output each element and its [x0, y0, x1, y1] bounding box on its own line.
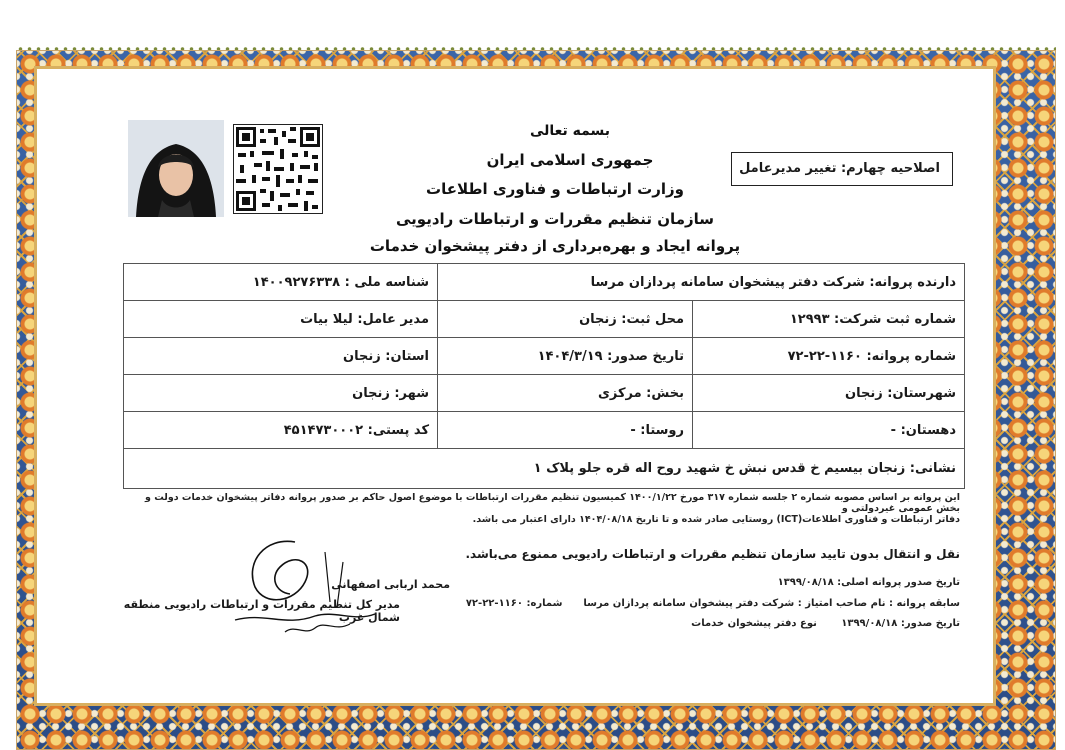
table-row: [124, 264, 965, 301]
license-no-cell: شماره پروانه: ۱۱۶۰-۲۲-۷۲: [693, 338, 965, 375]
organization-heading: سازمان تنظیم مقررات و ارتباطات رادیویی: [395, 210, 714, 228]
basmala-heading: بسمه تعالی: [529, 123, 611, 139]
signatory-title: مدیر کل تنظیم مقررات و ارتباطات رادیویی منطقه شمال غرب: [123, 598, 400, 624]
ceo-cell: مدیر عامل: لیلا بیات: [124, 301, 438, 338]
village-cell: روستا: -: [438, 412, 693, 449]
national-id-cell: شناسه ملی : ۱۴۰۰۹۲۷۶۳۳۸: [124, 264, 438, 301]
validity-paragraph-line1: این پروانه بر اساس مصوبه شماره ۲ جلسه شماره ۳۱۷ مورخ ۱۴۰۰/۱/۲۲ کمیسیون تنظیم مقررات ارتباطات با موضوع اصول حاکم بر صدور پروانه دفاتر پیشخوان خدمات دولت و بخش عمومی غیردولتی و: [145, 492, 960, 514]
table-row: [124, 449, 965, 489]
company-reg-no-cell: شماره ثبت شرکت: ۱۲۹۹۳: [693, 301, 965, 338]
reg-place-cell: محل ثبت: زنجان: [438, 301, 693, 338]
license-history: سابقه پروانه : نام صاحب امتیاز : شرکت دفتر پیشخوان سامانه پردازان مرسا شماره: ۱۱۶۰-۲۲-۷۲: [465, 598, 960, 609]
license-details-table: [123, 263, 965, 489]
table-row: [124, 338, 965, 375]
license-history-date: تاریخ صدور: ۱۳۹۹/۰۸/۱۸ نوع دفتر پیشخوان خدمات: [691, 618, 960, 629]
validity-paragraph-line2: دفاتر ارتباطات و فناوری اطلاعات(ICT) روستایی صادر شده و تا تاریخ ۱۴۰۴/۰۸/۱۸ دارای اعتبار می باشد.: [472, 514, 960, 525]
original-issue-date: تاریخ صدور پروانه اصلی: ۱۳۹۹/۰۸/۱۸: [777, 577, 960, 588]
transfer-notice: نقل و انتقال بدون تایید سازمان تنظیم مقررات و ارتباطات رادیویی ممنوع می‌باشد.: [465, 547, 960, 561]
holder-cell: دارنده پروانه: شرکت دفتر پیشخوان سامانه پردازان مرسا: [438, 264, 965, 301]
table-row: [124, 412, 965, 449]
qr-code: [233, 124, 323, 214]
signatory-name: محمد اربابی اصفهانی: [331, 578, 450, 591]
table-row: [124, 301, 965, 338]
issue-date-cell: تاریخ صدور: ۱۴۰۴/۳/۱۹: [438, 338, 693, 375]
address-cell: نشانی: زنجان بیسیم خ قدس نبش خ شهید روح اله قره جلو پلاک ۱: [124, 449, 965, 489]
rural-district-cell: دهستان: -: [693, 412, 965, 449]
country-heading: جمهوری اسلامی ایران: [486, 151, 654, 169]
county-cell: شهرستان: زنجان: [693, 375, 965, 412]
postal-code-cell: کد پستی: ۴۵۱۴۷۳۰۰۰۲: [124, 412, 438, 449]
province-cell: استان: زنجان: [124, 338, 438, 375]
holder-photo: [128, 120, 224, 217]
table-row: [124, 375, 965, 412]
ministry-heading: وزارت ارتباطات و فناوری اطلاعات: [426, 180, 684, 198]
license-title: پروانه ایجاد و بهره‌برداری از دفتر پیشخوان خدمات: [369, 237, 741, 255]
amendment-box: اصلاحیه چهارم: تغییر مدیرعامل: [731, 152, 953, 186]
district-cell: بخش: مرکزی: [438, 375, 693, 412]
city-cell: شهر: زنجان: [124, 375, 438, 412]
